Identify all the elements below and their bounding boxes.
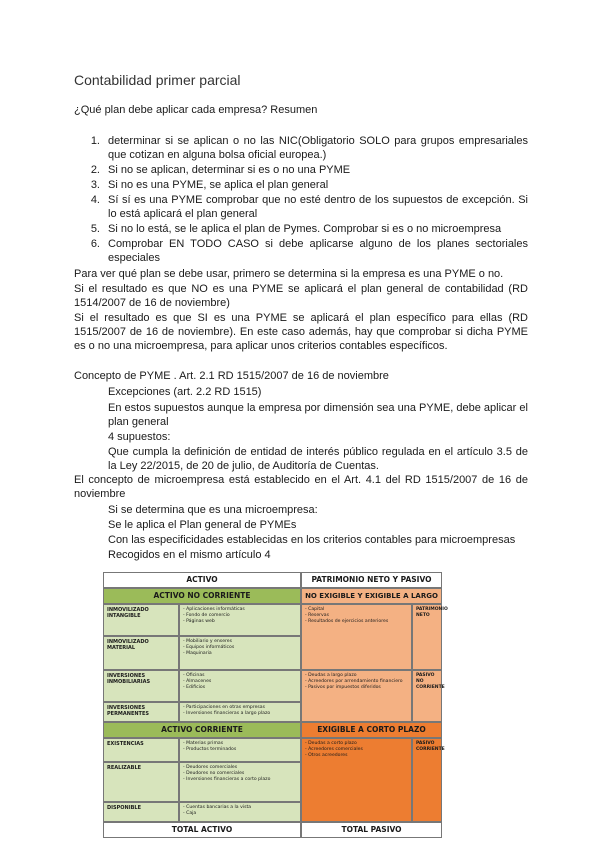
items-inmovilizado-material: - Mobiliario y enseres - Equipos informáticos - Maquinaria xyxy=(179,636,301,670)
indented-text: Si se determina que es una microempresa: xyxy=(108,504,318,516)
label-realizable: REALIZABLE xyxy=(103,762,179,802)
header-pn-pasivo: PATRIMONIO NETO Y PASIVO xyxy=(301,572,442,588)
indented-text: Que cumpla la definición de entidad de interés público regulada en el artículo 3.5 de la Ley 22/2015, de 20 de julio, de Auditoría de Cuentas. xyxy=(108,446,528,472)
items-patrimonio-neto: - Capital - Reservas - Resultados de ejercicios anteriores xyxy=(301,604,412,670)
items-inmovilizado-intangible: - Aplicaciones informáticas - Fondo de comercio - Páginas web xyxy=(179,604,301,636)
header-activo-no-corriente: ACTIVO NO CORRIENTE xyxy=(103,588,301,604)
indented-text: En estos supuestos aunque la empresa por dimensión sea una PYME, debe aplicar el plan general xyxy=(108,402,528,428)
total-activo: TOTAL ACTIVO xyxy=(103,822,301,838)
items-existencias: - Materias primas - Productos terminados xyxy=(179,738,301,762)
label-disponible: DISPONIBLE xyxy=(103,802,179,822)
items-pasivo-no-corriente: - Deudas a largo plazo - Acreedores por arrendamiento financiero - Pasivos por impuestos diferidos xyxy=(301,670,412,722)
document-title: Contabilidad primer parcial xyxy=(74,72,241,88)
list-item: 1. determinar si se aplican o no las NIC(Obligatorio SOLO para grupos empresariales que cotizan en alguna bolsa oficial europea.) xyxy=(90,135,528,161)
header-activo: ACTIVO xyxy=(103,572,301,588)
paragraph: Concepto de PYME . Art. 2.1 RD 1515/2007 de 16 de noviembre xyxy=(74,370,389,382)
paragraph: Si el resultado es que SI es una PYME se aplicará el plan específico para ellas (RD 1515/2007 de 16 de noviembre). En este caso además, hay que comprobar si dicha PYME es o no una microempresa, para aplicar unos criterios contables específicos. xyxy=(74,312,528,352)
items-disponible: - Cuentas bancarias a la vista - Caja xyxy=(179,802,301,822)
paragraph: Para ver qué plan se debe usar, primero se determina si la empresa es una PYME o no. xyxy=(74,268,504,280)
document-subtitle: ¿Qué plan debe aplicar cada empresa? Resumen xyxy=(74,104,318,116)
list-item: 3. Si no es una PYME, se aplica el plan general xyxy=(90,179,329,191)
items-inversiones-permanentes: - Participaciones en otras empresas - Inversiones financieras a largo plazo xyxy=(179,702,301,722)
list-item: 5. Si no lo está, se le aplica el plan de Pymes. Comprobar si es o no microempresa xyxy=(90,223,502,235)
label-inversiones-inmobiliarias: INVERSIONES INMOBILIARIAS xyxy=(103,670,179,702)
label-existencias: EXISTENCIAS xyxy=(103,738,179,762)
indented-text: Con las especificidades establecidas en los criterios contables para microempresas xyxy=(108,534,516,546)
indented-text: Se le aplica el Plan general de PYMEs xyxy=(108,519,297,531)
indented-text: Excepciones (art. 2.2 RD 1515) xyxy=(108,386,262,398)
paragraph: Si el resultado es que NO es una PYME se aplicará el plan general de contabilidad (RD 1514/2007 de 16 de noviembre) xyxy=(74,283,528,309)
steps-list xyxy=(88,134,528,266)
list-item: 4. Sí sí es una PYME comprobar que no esté dentro de los supuestos de excepción. Si lo está aplicará el plan general xyxy=(90,194,528,220)
total-pasivo: TOTAL PASIVO xyxy=(301,822,442,838)
items-pasivo-corriente: - Deudas a corto plazo - Acreedores comerciales - Otros acreedores xyxy=(301,738,412,822)
label-pasivo-no-corriente: PASIVO NO CORRIENTE xyxy=(412,670,442,722)
label-pasivo-corriente: PASIVO CORRIENTE xyxy=(412,738,442,822)
list-item: 6. Comprobar EN TODO CASO si debe aplicarse alguno de los planes sectoriales especiales xyxy=(90,238,528,264)
header-no-exigible: NO EXIGIBLE Y EXIGIBLE A LARGO xyxy=(301,588,442,604)
label-inmovilizado-intangible: INMOVILIZADO INTANGIBLE xyxy=(103,604,179,636)
list-item: 2. Si no se aplican, determinar si es o no una PYME xyxy=(90,164,351,176)
header-activo-corriente: ACTIVO CORRIENTE xyxy=(103,722,301,738)
label-inmovilizado-material: INMOVILIZADO MATERIAL xyxy=(103,636,179,670)
items-realizable: - Deudores comerciales - Deudores no comerciales - Inversiones financieras a corto plazo xyxy=(179,762,301,802)
header-exigible-corto-plazo: EXIGIBLE A CORTO PLAZO xyxy=(301,722,442,738)
paragraph: El concepto de microempresa está establecido en el Art. 4.1 del RD 1515/2007 de 16 de noviembre xyxy=(74,474,528,500)
balance-sheet-table xyxy=(103,572,448,838)
indented-text: 4 supuestos: xyxy=(108,431,171,443)
label-inversiones-permanentes: INVERSIONES PERMANENTES xyxy=(103,702,179,722)
indented-text: Recogidos en el mismo artículo 4 xyxy=(108,549,271,561)
items-inversiones-inmobiliarias: - Oficinas - Almacenes - Edificios xyxy=(179,670,301,702)
label-patrimonio-neto: PATRIMONIO NETO xyxy=(412,604,442,670)
